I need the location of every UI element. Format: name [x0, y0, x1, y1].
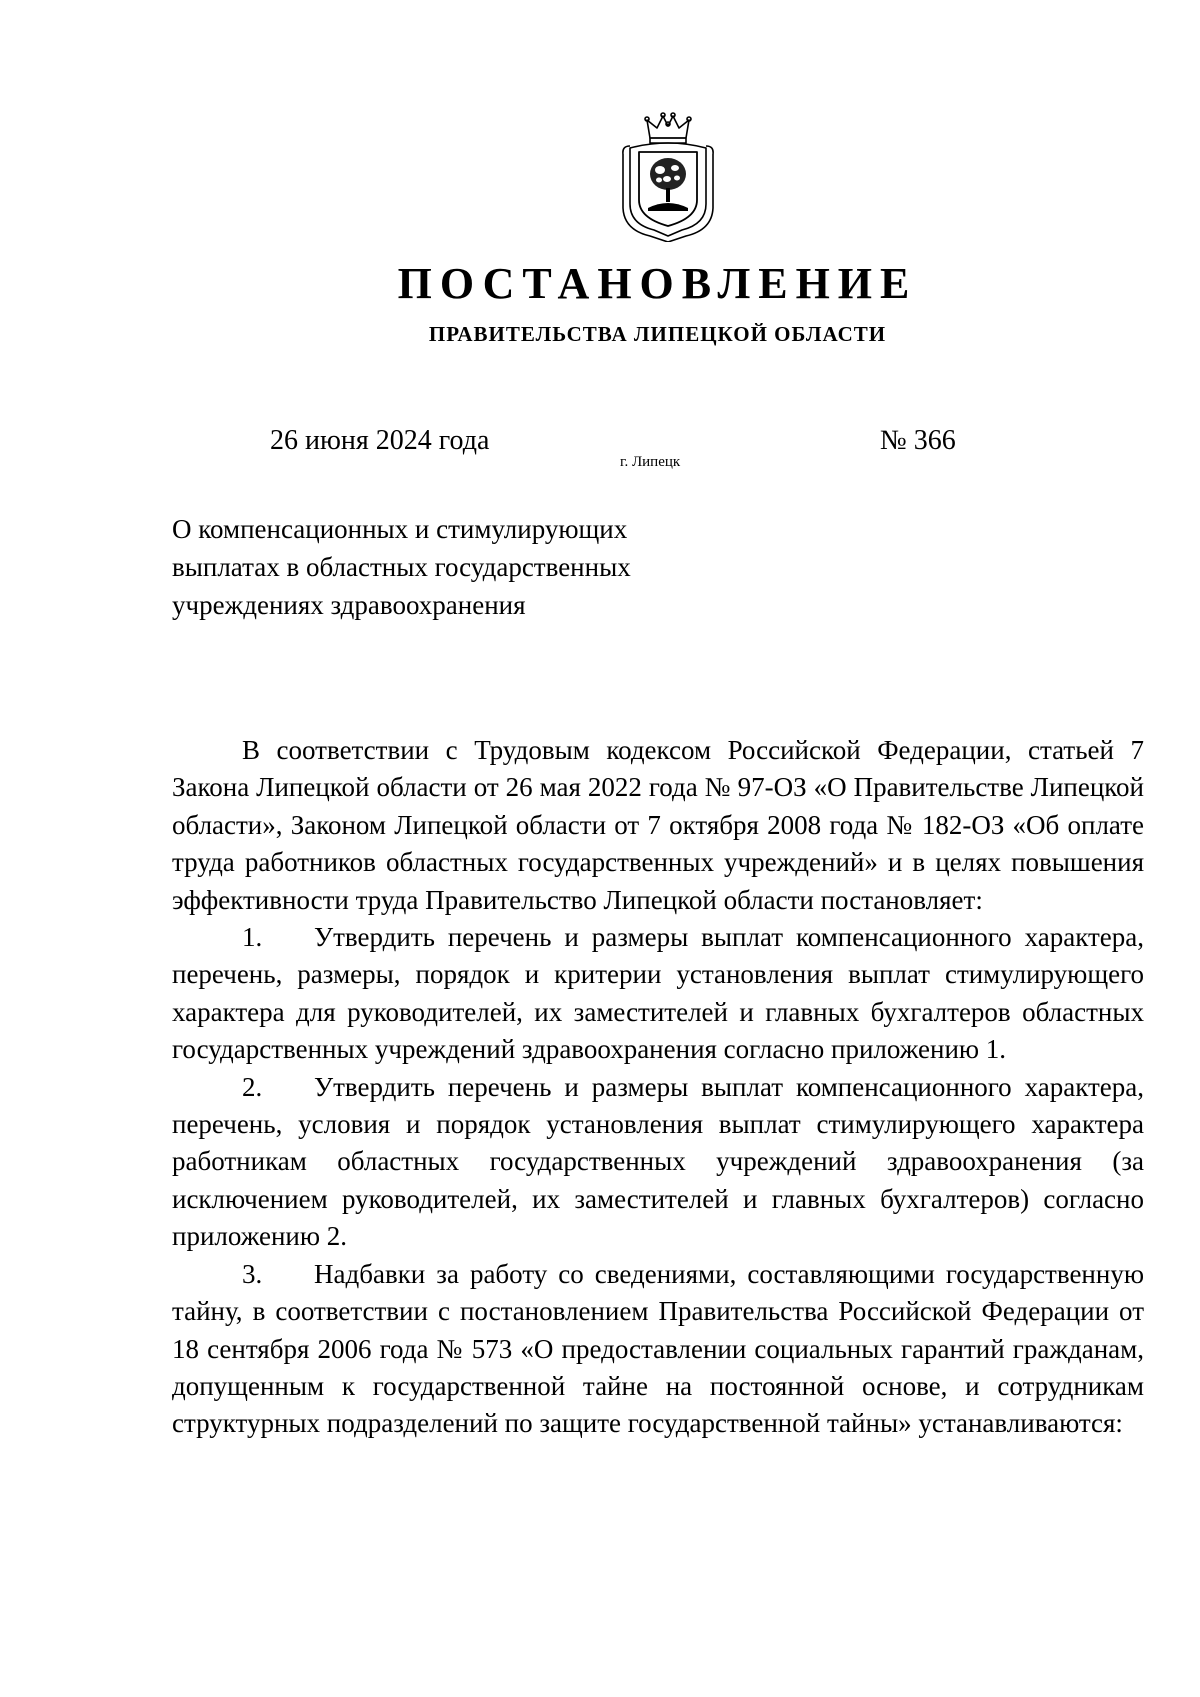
item-number: 1. [242, 922, 263, 953]
item-number: 2. [242, 1071, 263, 1102]
document-subject [172, 510, 631, 624]
issuing-authority: ПРАВИТЕЛЬСТВА ЛИПЕЦКОЙ ОБЛАСТИ [428, 322, 887, 346]
document-title: ПОСТАНОВЛЕНИЕ [397, 259, 918, 308]
list-item [172, 1069, 1144, 1256]
document-number: № 366 [880, 425, 956, 456]
list-item [172, 919, 1144, 1069]
item-number: 3. [242, 1258, 263, 1289]
document-body [172, 732, 1144, 1443]
subject-line: выплатах в областных государственных [172, 552, 631, 582]
document-date: 26 июня 2024 года [270, 425, 490, 456]
item-text: Утвердить перечень и размеры выплат компенсационного характера, перечень, условия и порядок установления выплат стимулирующего характера работникам областных государственных учреждений здравоохранения (за исключением руководителей, их заместителей и главных бухгалтеров) согласно приложению 2. [172, 1071, 1144, 1252]
list-item [172, 1256, 1144, 1443]
item-text: Надбавки за работу со сведениями, составляющими государственную тайну, в соответствии с постановлением Правительства Российской Федерации от 18 сентября 2006 года № 573 «О предоставлении социальных гарантий гражданам, допущенным к государственной тайне на постоянной основе, и сотрудникам структурных подразделений по защите государственной тайны» устанавливаются: [172, 1258, 1144, 1439]
preamble-paragraph: В соответствии с Трудовым кодексом Российской Федерации, статьей 7 Закона Липецкой области от 26 мая 2022 года № 97-ОЗ «О Правительстве Липецкой области», Законом Липецкой области от 7 октября 2008 года № 182-ОЗ «Об оплате труда работников областных государственных учреждений» и в целях повышения эффективности труда Правительство Липецкой области постановляет: [172, 735, 1144, 915]
document-city: г. Липецк [620, 454, 681, 470]
coat-of-arms-icon [620, 112, 716, 242]
subject-line: О компенсационных и стимулирующих [172, 514, 628, 544]
subject-line: учреждениях здравоохранения [172, 590, 526, 620]
item-text: Утвердить перечень и размеры выплат компенсационного характера, перечень, размеры, порядок и критерии установления выплат стимулирующего характера для руководителей, их заместителей и главных бухгалтеров областных государственных учреждений здравоохранения согласно приложению 1. [172, 922, 1144, 1065]
